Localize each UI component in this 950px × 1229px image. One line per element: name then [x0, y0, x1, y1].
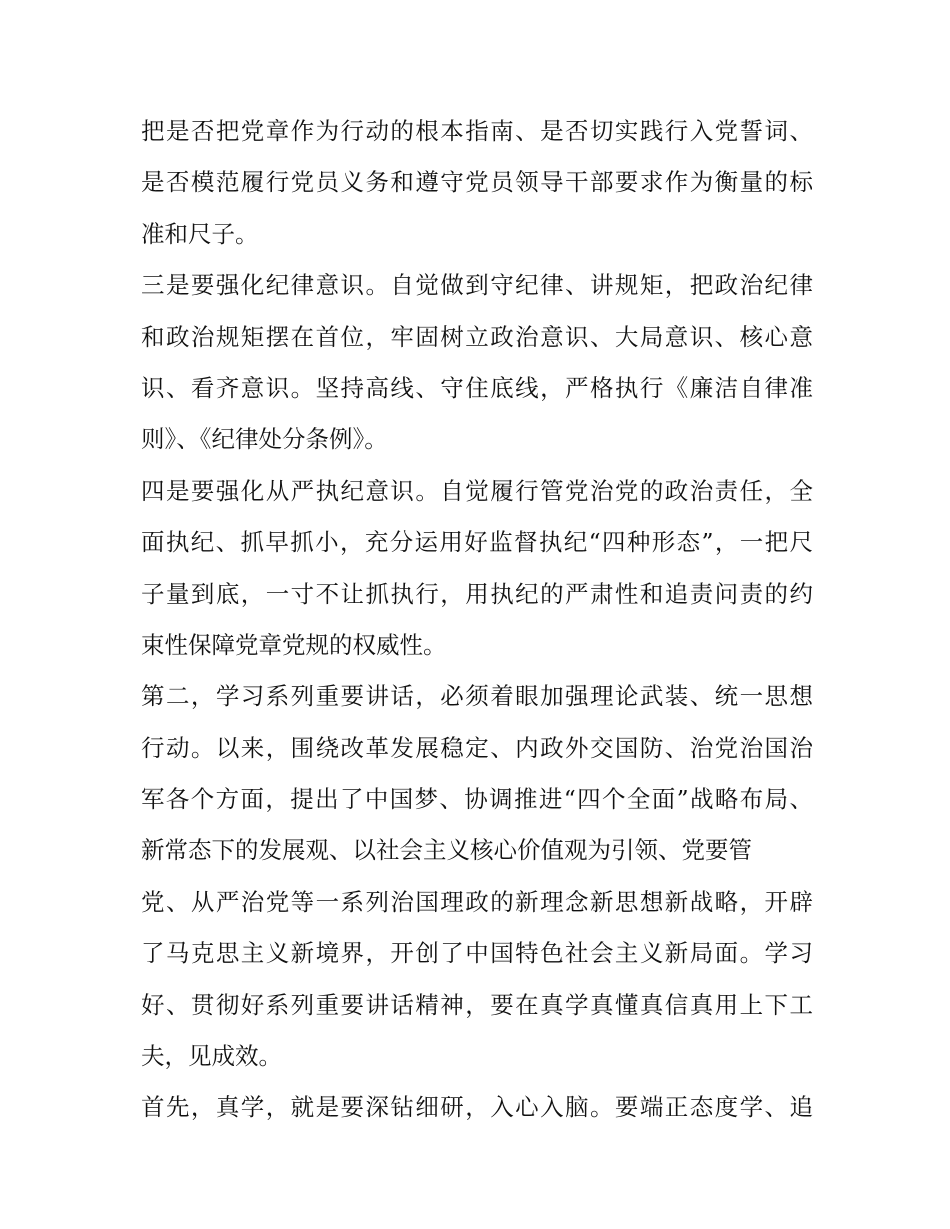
document-body — [141, 106, 813, 1134]
paragraph-strict-discipline — [141, 466, 813, 672]
text-line: 束性保障党章党规的权威性。 — [141, 630, 447, 659]
text-line: 军各个方面，提出了中国梦、协调推进“四个全面”战略布局、 — [141, 785, 813, 814]
text-line: 新常态下的发展观、以社会主义核心价值观为引领、党要管 — [141, 836, 752, 865]
text-line: 准和尺子。 — [141, 219, 259, 248]
text-line: 三是要强化纪律意识。自觉做到守纪律、讲规矩，把政治纪律 — [141, 271, 813, 300]
text-line: 则》、《纪律处分条例》。 — [141, 425, 388, 454]
text-line: 把是否把党章作为行动的根本指南、是否切实践行入党誓词、 — [141, 117, 813, 145]
text-line: 好、贯彻好系列重要讲话精神，要在真学真懂真信真用上下工 — [141, 990, 813, 1019]
text-line: 夫，见成效。 — [141, 1042, 282, 1071]
text-line: 首先，真学，就是要深钻细研，入心入脑。要端正态度学、追 — [141, 1093, 813, 1122]
paragraph-study-speeches — [141, 671, 813, 1082]
paragraph-true-study — [141, 1082, 813, 1133]
paragraph-party-constitution-standard — [141, 106, 813, 260]
text-line: 子量到底，一寸不让抓执行，用执纪的严肃性和追责问责的约 — [141, 579, 813, 608]
text-line: 行动。以来，围绕改革发展稳定、内政外交国防、治党治国治 — [141, 733, 813, 762]
text-line: 和政治规矩摆在首位，牢固树立政治意识、大局意识、核心意 — [141, 322, 813, 351]
text-line: 面执纪、抓早抓小，充分运用好监督执纪“四种形态”，一把尺 — [141, 528, 813, 557]
text-line: 党、从严治党等一系列治国理政的新理念新思想新战略，开辟 — [141, 887, 813, 916]
paragraph-discipline-awareness — [141, 260, 813, 466]
text-line: 识、看齐意识。坚持高线、守住底线，严格执行《廉洁自律准 — [141, 373, 813, 402]
text-line: 是否模范履行党员义务和遵守党员领导干部要求作为衡量的标 — [141, 168, 813, 197]
text-line: 第二，学习系列重要讲话，必须着眼加强理论武装、统一思想 — [141, 682, 813, 711]
text-line: 了马克思主义新境界，开创了中国特色社会主义新局面。学习 — [141, 939, 813, 968]
text-line: 四是要强化从严执纪意识。自觉履行管党治党的政治责任，全 — [141, 476, 813, 505]
